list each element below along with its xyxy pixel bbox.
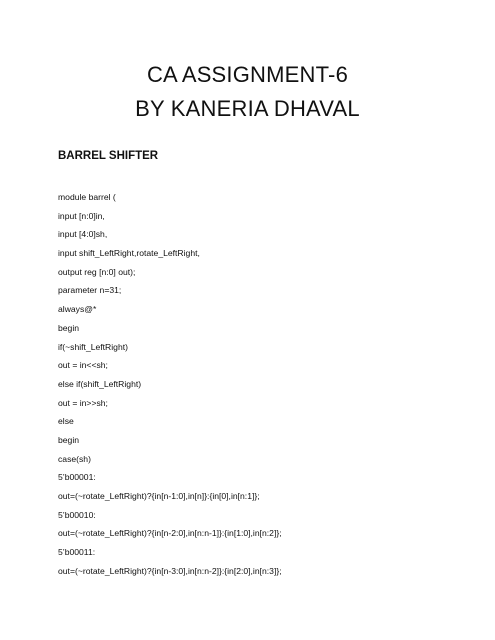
code-line: always@* [58, 304, 97, 315]
code-line: out=(~rotate_LeftRight)?{in[n-3:0],in[n:n-2]}:{in[2:0],in[n:3]}; [58, 565, 282, 576]
code-line: begin [58, 322, 80, 333]
code-line: case(sh) [58, 453, 91, 464]
code-line: parameter n=31; [58, 285, 122, 296]
code-line: begin [58, 434, 80, 445]
document-title: CA ASSIGNMENT-6 [146, 62, 349, 87]
code-line: input [4:0]sh, [58, 229, 108, 240]
section-heading: BARREL SHIFTER [58, 150, 159, 162]
code-line: module barrel ( [58, 192, 116, 202]
code-line: 5’b00011: [58, 547, 96, 558]
code-line: out = in<<sh; [58, 360, 108, 371]
code-line: out = in>>sh; [58, 397, 108, 408]
code-line: if(~shift_LeftRight) [58, 341, 128, 352]
document-author: BY KANERIA DHAVAL [135, 96, 360, 121]
code-line: 5’b00001: [58, 472, 96, 483]
code-line: else [58, 416, 74, 427]
code-line: 5’b00010: [58, 509, 96, 520]
code-listing [58, 188, 282, 580]
code-line: else if(shift_LeftRight) [58, 378, 142, 389]
code-line: out=(~rotate_LeftRight)?{in[n-1:0],in[n]}:{in[0],in[n:1]}; [58, 491, 260, 501]
code-line: out=(~rotate_LeftRight)?{in[n-2:0],in[n:n-1]}:{in[1:0],in[n:2]}; [58, 528, 282, 539]
code-line: output reg [n:0] out); [58, 266, 136, 277]
code-line: input shift_LeftRight,rotate_LeftRight, [58, 248, 200, 259]
code-line: input [n:0]in, [58, 210, 105, 221]
